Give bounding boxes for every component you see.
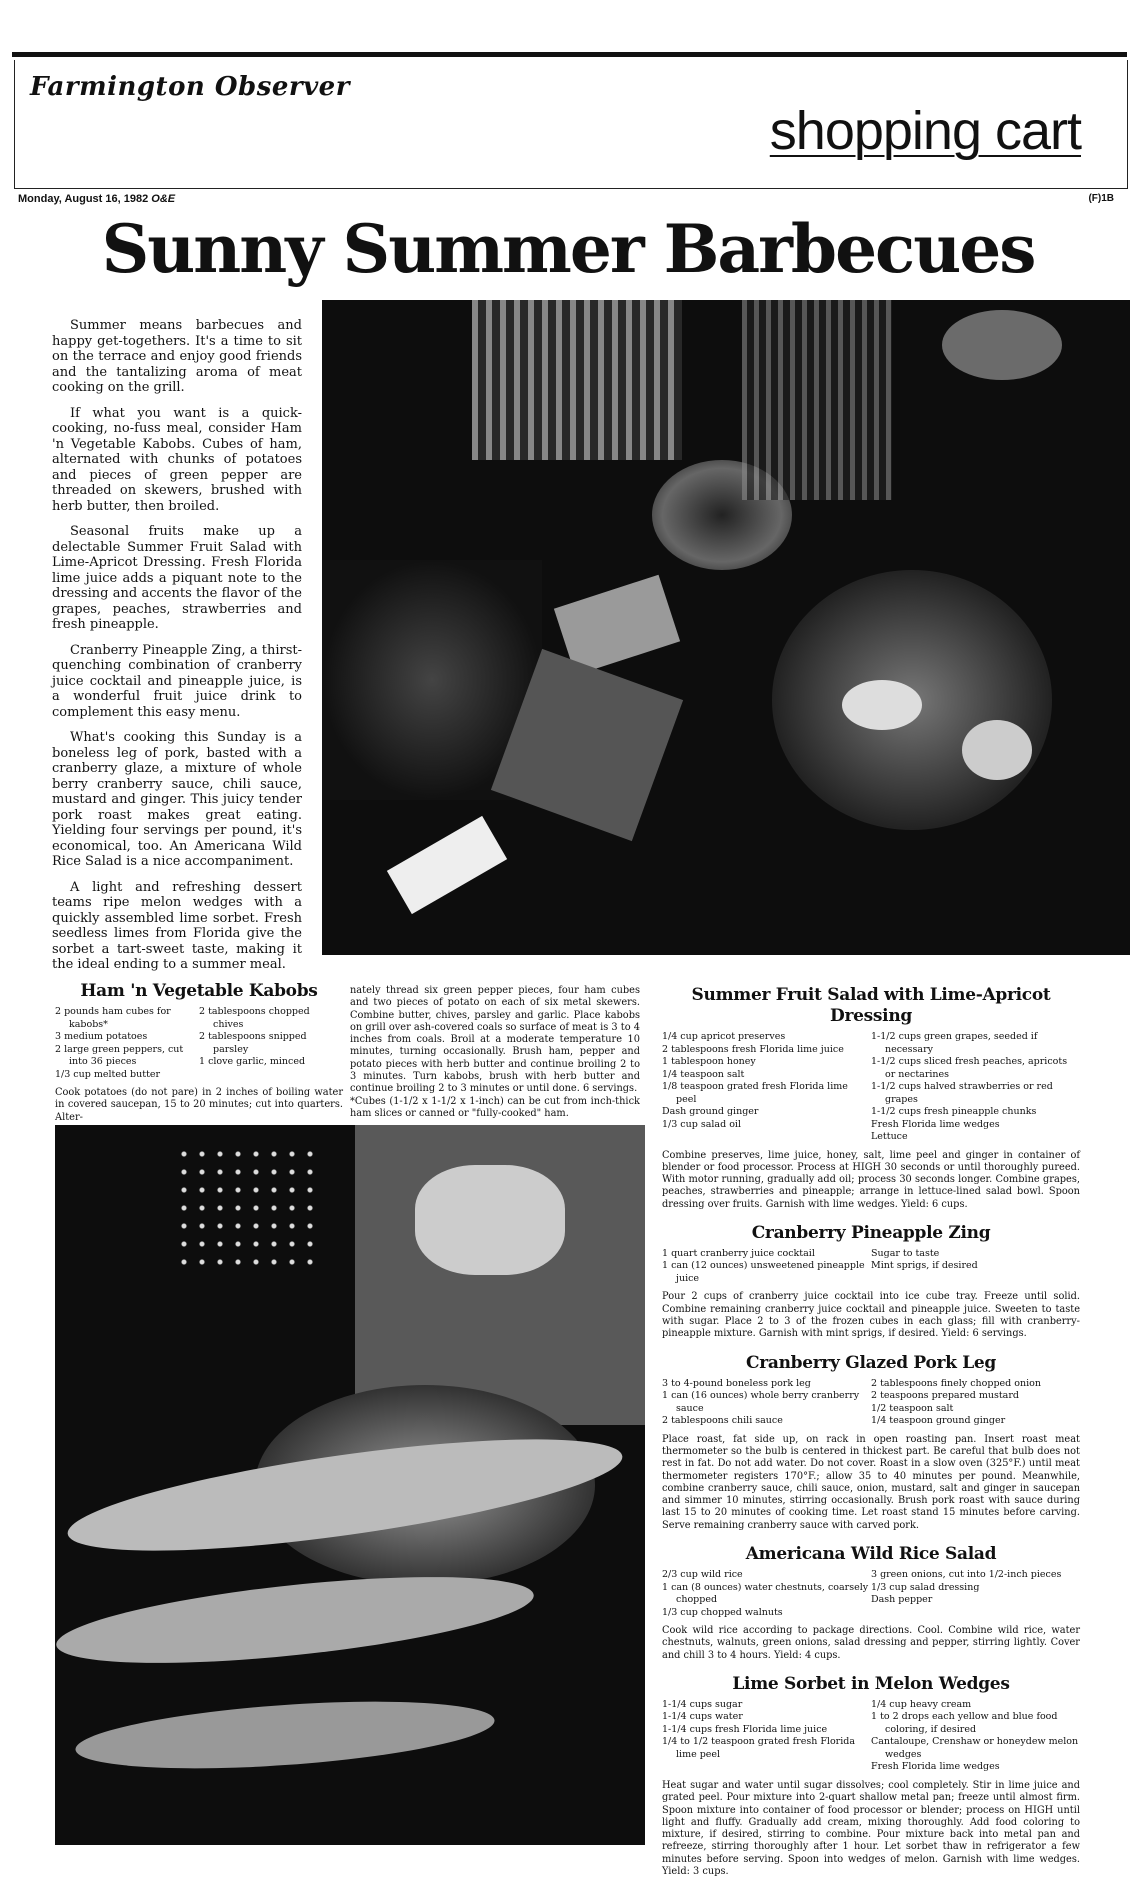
masthead-rule [12, 52, 1127, 57]
recipe-title: Summer Fruit Salad with Lime-Apricot Dressing [691, 985, 1051, 1026]
ingredient: 1/4 cup heavy cream [871, 1698, 972, 1710]
ingredient: Fresh Florida lime wedges [871, 1118, 1000, 1130]
recipe-title: Americana Wild Rice Salad [745, 1544, 997, 1565]
directions-continued: nately thread six green pepper pieces, four ham cubes and two pieces of potato on each of six metal skewers. Combine butter, chives, parsley and garlic. Place kabobs on grill over ash-covered coals so surface of meat is 3 to 4 inches from coals. Broil at a moderate temperature 10 minutes, turning occasionally. Brush ham, pepper and potato pieces with herb butter and continue broiling 2 to 3 minutes. Turn kabobs, brush with herb butter and continue broiling 2 to 3 minutes or until done. 6 servings. [350, 985, 640, 1095]
recipes-column [662, 985, 1080, 1890]
ingredient: Dash ground ginger [662, 1106, 759, 1117]
ingredients-left-column [662, 1569, 871, 1619]
ingredient: 1/4 teaspoon salt [662, 1068, 745, 1080]
ingredient: 2/3 cup wild rice [662, 1569, 743, 1581]
recipe-wild-rice-salad [662, 1544, 1080, 1662]
headline: Sunny Summer Barbecues [101, 210, 1035, 288]
ingredients-left-column [55, 1006, 199, 1081]
barbecue-table-photo [322, 300, 1130, 955]
ingredient: Cantaloupe, Crenshaw or honeydew melon wedges [871, 1736, 1079, 1760]
ingredients-left-column [662, 1699, 871, 1774]
ingredient: 2 pounds ham cubes for kabobs* [55, 1006, 171, 1030]
ingredients-left-column [662, 1248, 871, 1286]
page-number: (F)1B [1088, 193, 1114, 204]
directions: Cook potatoes (do not pare) in 2 inches of boiling water in covered saucepan, 15 to 20 minutes; cut into quarters. Alter- [55, 1087, 343, 1123]
intro-paragraph: Cranberry Pineapple Zing, a thirst-quenching combination of cranberry juice cocktail and pineapple juice, is a wonderful fruit juice drink to complement this easy menu. [52, 642, 302, 720]
ingredient: 1-1/2 cups fresh pineapple chunks [871, 1106, 1037, 1117]
newspaper-name: Farmington Observer [30, 72, 350, 102]
ingredient: 1 to 2 drops each yellow and blue food coloring, if desired [871, 1711, 1058, 1735]
ingredient: 1 tablespoon honey [662, 1056, 756, 1067]
date: Monday, August 16, 1982 [18, 193, 149, 205]
ingredient: 2 tablespoons chili sauce [662, 1415, 783, 1427]
ingredient: 1/3 cup salad oil [662, 1118, 741, 1130]
ingredient: 1-1/2 cups sliced fresh peaches, apricots or nectarines [871, 1056, 1068, 1080]
ingredients-right-column [871, 1248, 1080, 1286]
ingredient: 2 tablespoons fresh Florida lime juice [662, 1043, 844, 1055]
ingredient: 2 teaspoons prepared mustard [871, 1390, 1019, 1402]
ingredient: 1-1/4 cups fresh Florida lime juice [662, 1723, 828, 1735]
ingredient: 1/3 cup chopped walnuts [662, 1606, 783, 1618]
recipe-title: Cranberry Pineapple Zing [751, 1222, 991, 1243]
section-title: shopping cart [769, 101, 1081, 161]
directions: Place roast, fat side up, on rack in open roasting pan. Insert roast meat thermometer so the bulb is centered in thickest part. Be careful that bulb does not rest in fat. Do not add water. Do not cover. Roast in a slow oven (325°F.) until meat thermometer registers 170°F.; allow 35 to 40 minutes per pound. Meanwhile, combine cranberry sauce, chili sauce, onion, mustard, salt and ginger in saucepan and simmer 10 minutes, stirring occasionally. Brush pork roast with sauce during last 15 to 20 minutes of cooking time. Let roast stand 15 minutes before carving. Serve remaining cranberry sauce with carved pork. [662, 1433, 1080, 1531]
ingredient: 3 medium potatoes [55, 1031, 148, 1042]
ingredients-left-column [662, 1031, 871, 1144]
intro-paragraph: What's cooking this Sunday is a boneless leg of pork, basted with a cranberry glaze, a mixture of whole berry cranberry sauce, chili sauce, mustard and ginger. This juicy tender pork roast makes great eating. Yielding four servings per pound, it's economical, too. An Americana Wild Rice Salad is a nice accompaniment. [52, 730, 302, 869]
footnote: *Cubes (1-1/2 x 1-1/2 x 1-inch) can be cut from inch-thick ham slices or canned or "fully-cooked" ham. [350, 1095, 640, 1119]
directions: Heat sugar and water until sugar dissolves; cool completely. Stir in lime juice and grated peel. Pour mixture into 2-quart shallow metal pan; freeze until almost firm. Spoon mixture into container of food processor or blender; process on HIGH until light and fluffy. Gradually add cream, mixing thoroughly. Add food coloring to mixture, if desired, stirring to combine. Pour mixture back into metal pan and refreeze, stirring thoroughly after 1 hour. Let sorbet thaw in refrigerator a few minutes before serving. Spoon into wedges of melon. Garnish with lime wedges. Yield: 3 cups. [662, 1779, 1080, 1878]
ingredients-right-column [199, 1006, 343, 1081]
ingredients [662, 1378, 1080, 1428]
dateline [18, 193, 175, 205]
ingredient: Mint sprigs, if desired [871, 1260, 978, 1272]
ingredient: 1-1/4 cups water [662, 1711, 743, 1723]
ingredient: 1 can (8 ounces) water chestnuts, coarsely chopped [662, 1581, 869, 1606]
ingredients-right-column [871, 1031, 1080, 1144]
ingredient: Dash pepper [871, 1594, 933, 1606]
recipe-kabobs [55, 981, 343, 1124]
intro-paragraph: If what you want is a quick-cooking, no-fuss meal, consider Ham 'n Vegetable Kabobs. Cubes of ham, alternated with chunks of potatoes and pieces of green pepper are threaded on skewers, brushed with herb butter, then broiled. [52, 405, 302, 514]
directions: Combine preserves, lime juice, honey, salt, lime peel and ginger in container of blender or food processor. Process at HIGH 30 seconds or until thoroughly pureed. With motor running, gradually add oil; process 30 seconds longer. Combine grapes, peaches, strawberries and pineapple; arrange in lettuce-lined salad bowl. Spoon dressing over fruits. Garnish with lime wedges. Yield: 6 cups. [662, 1149, 1080, 1210]
ingredient: 1/4 cup apricot preserves [662, 1031, 786, 1042]
ingredient: 2 large green peppers, cut into 36 pieces [55, 1043, 184, 1067]
ingredient: 1/3 cup salad dressing [871, 1581, 980, 1593]
ingredient: 3 to 4-pound boneless pork leg [662, 1377, 811, 1389]
kabobs-photo [55, 1125, 645, 1845]
ingredients [662, 1699, 1080, 1774]
ingredient: 1-1/2 cups halved strawberries or red grapes [871, 1081, 1053, 1105]
ingredient: 1/4 to 1/2 teaspoon grated fresh Florida lime peel [662, 1736, 856, 1760]
ingredient: 1/8 teaspoon grated fresh Florida lime peel [662, 1081, 848, 1105]
intro-article [52, 318, 302, 983]
ingredient: 1 quart cranberry juice cocktail [662, 1247, 815, 1259]
recipe-pineapple-zing [662, 1223, 1080, 1341]
ingredient: 1-1/4 cups sugar [662, 1698, 743, 1710]
ingredient: 1 can (16 ounces) whole berry cranberry sauce [662, 1390, 860, 1414]
ingredient: 3 green onions, cut into 1/2-inch pieces [871, 1569, 1062, 1581]
ingredient: 1-1/2 cups green grapes, seeded if necessary [871, 1031, 1038, 1055]
ingredients [55, 1006, 343, 1081]
recipe-lime-sorbet [662, 1674, 1080, 1878]
ingredient: Sugar to taste [871, 1247, 940, 1259]
recipe-title: Cranberry Glazed Pork Leg [745, 1352, 996, 1373]
recipe-title: Lime Sorbet in Melon Wedges [732, 1673, 1010, 1694]
ingredient: 2 tablespoons snipped parsley [199, 1031, 307, 1055]
intro-paragraph: Summer means barbecues and happy get-togethers. It's a time to sit on the terrace and enjoy good friends and the tantalizing aroma of meat cooking on the grill. [52, 318, 302, 395]
ingredients [662, 1031, 1080, 1144]
recipe-fruit-salad [662, 985, 1080, 1211]
ingredient: 1/4 teaspoon ground ginger [871, 1415, 1006, 1427]
ingredient: 1/3 cup melted butter [55, 1068, 161, 1080]
intro-paragraph: Seasonal fruits make up a delectable Summer Fruit Salad with Lime-Apricot Dressing. Fresh Florida lime juice adds a piquant note to the dressing and accents the flavor of the grapes, peaches, strawberries and fresh pineapple. [52, 524, 302, 632]
directions: Pour 2 cups of cranberry juice cocktail into ice cube tray. Freeze until solid. Combine remaining cranberry juice cocktail and pineapple juice. Sweeten to taste with sugar. Place 2 to 3 of the frozen cubes in each glass; fill with cranberry-pineapple mixture. Garnish with mint sprigs, if desired. Yield: 6 servings. [662, 1291, 1080, 1340]
recipe-title: Ham 'n Vegetable Kabobs [80, 981, 318, 1001]
intro-paragraph: A light and refreshing dessert teams ripe melon wedges with a quickly assembled lime sorbet. Fresh seedless limes from Florida give the sorbet a tart-sweet taste, making it the ideal ending to a summer meal. [52, 879, 302, 972]
directions: Cook wild rice according to package directions. Cool. Combine wild rice, water chestnuts, walnuts, green onions, salad dressing and pepper, stirring lightly. Cover and chill 3 to 4 hours. Yield: 4 cups. [662, 1625, 1080, 1661]
ingredient: Fresh Florida lime wedges [871, 1761, 1000, 1773]
ingredients-right-column [871, 1378, 1080, 1428]
ingredient: 1 can (12 ounces) unsweetened pineapple juice [662, 1260, 865, 1284]
ingredients-right-column [871, 1699, 1080, 1774]
recipe-pork-leg [662, 1353, 1080, 1532]
recipe-kabobs-continued [350, 985, 640, 1120]
ingredients-left-column [662, 1378, 871, 1428]
ingredients-right-column [871, 1569, 1080, 1619]
edition: O&E [151, 193, 176, 205]
ingredient: 1/2 teaspoon salt [871, 1402, 954, 1414]
ingredient: Lettuce [871, 1131, 908, 1142]
ingredient: 2 tablespoons finely chopped onion [871, 1377, 1041, 1389]
ingredients [662, 1569, 1080, 1619]
ingredient: 2 tablespoons chopped chives [199, 1006, 310, 1030]
ingredient: 1 clove garlic, minced [199, 1056, 306, 1067]
ingredients [662, 1248, 1080, 1286]
